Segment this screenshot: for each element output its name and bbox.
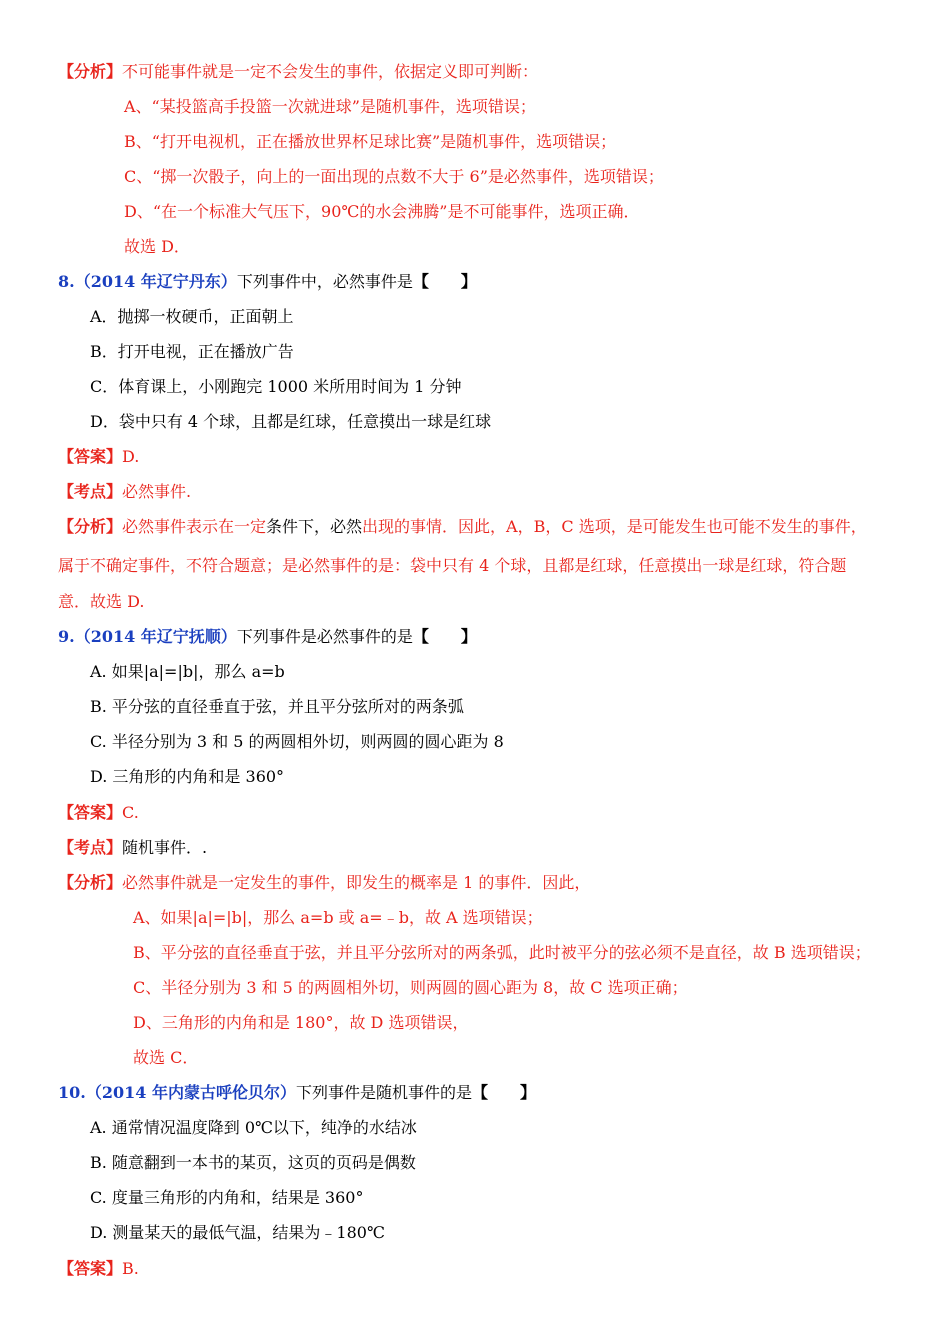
answer-value: C. [122, 803, 139, 822]
question-stem: 下列事件是随机事件的是 [295, 1083, 472, 1102]
analysis-item: B、“打开电视机，正在播放世界杯足球比赛”是随机事件，选项错误； [124, 132, 617, 151]
question-stem: 下列事件中，必然事件是 [236, 272, 413, 291]
question-number: 10. [58, 1083, 86, 1102]
analysis-text: 条件下，必然 [266, 517, 363, 536]
analysis-item: A、如果|a|=|b|，那么 a=b 或 a=﹣b，故 A 选项错误； [133, 908, 543, 927]
question-stem: 下列事件是必然事件的是 [236, 627, 413, 646]
answer-line [58, 803, 139, 823]
answer-bracket: 【 】 [412, 627, 477, 646]
point-label: 【考点】 [58, 838, 123, 857]
question-number: 8. [58, 272, 75, 291]
analysis-label: 【分析】 [58, 62, 123, 81]
analysis-line [58, 62, 538, 82]
answer-bracket: 【 】 [471, 1083, 536, 1102]
answer-line [58, 447, 139, 467]
option-d: D. 三角形的内角和是 360° [90, 767, 285, 786]
analysis-label: 【分析】 [58, 873, 123, 892]
answer-value: D. [122, 447, 140, 466]
point-value: 必然事件. [122, 482, 192, 501]
point-label: 【考点】 [58, 482, 123, 501]
question-10-header [58, 1083, 536, 1103]
point-value: 随机事件．. [122, 838, 208, 857]
question-8-header [58, 272, 477, 292]
answer-label: 【答案】 [58, 803, 123, 822]
option-b: B. 平分弦的直径垂直于弦，并且平分弦所对的两条弧 [90, 697, 464, 716]
question-source: （2014 年辽宁丹东） [74, 272, 237, 291]
analysis-continuation: 意．故选 D. [58, 592, 145, 611]
point-line [58, 838, 207, 858]
analysis-item: C、“掷一次骰子，向上的一面出现的点数不大于 6”是必然事件，选项错误； [124, 167, 664, 186]
analysis-text: 不可能事件就是一定不会发生的事件，依据定义即可判断： [122, 62, 539, 81]
analysis-continuation: 属于不确定事件，不符合题意；是必然事件的是：袋中只有 4 个球，且都是红球，任意摸出一球是红球，符合题 [58, 556, 847, 575]
analysis-item: A、“某投篮高手投篮一次就进球”是随机事件，选项错误； [124, 97, 536, 116]
option-a: A. 通常情况温度降到 0℃以下，纯净的水结冰 [90, 1118, 417, 1137]
option-c: C. 度量三角形的内角和，结果是 360° [90, 1188, 364, 1207]
answer-line [58, 1259, 139, 1279]
point-line [58, 482, 191, 502]
option-c: C．体育课上，小刚跑完 1000 米所用时间为 1 分钟 [90, 377, 462, 396]
question-source: （2014 年辽宁抚顺） [74, 627, 237, 646]
option-a: A. 如果|a|=|b|，那么 a=b [90, 662, 285, 681]
answer-label: 【答案】 [58, 1259, 123, 1278]
question-9-header [58, 627, 477, 647]
option-a: A．抛掷一枚硬币，正面朝上 [90, 307, 294, 326]
option-d: D. 测量某天的最低气温，结果为﹣180℃ [90, 1223, 385, 1242]
answer-bracket: 【 】 [412, 272, 477, 291]
analysis-item: B、平分弦的直径垂直于弦，并且平分弦所对的两条弧，此时被平分的弦必须不是直径，故 B 选项错误； [133, 943, 871, 962]
analysis-text: 必然事件就是一定发生的事件，即发生的概率是 1 的事件．因此， [122, 873, 591, 892]
option-c: C. 半径分别为 3 和 5 的两圆相外切，则两圆的圆心距为 8 [90, 732, 504, 751]
question-source: （2014 年内蒙古呼伦贝尔） [85, 1083, 296, 1102]
analysis-item: C、半径分别为 3 和 5 的两圆相外切，则两圆的圆心距为 8，故 C 选项正确； [133, 978, 688, 997]
analysis-text: 必然事件表示在一定 [122, 517, 267, 536]
answer-value: B. [122, 1259, 139, 1278]
analysis-line [58, 517, 867, 537]
answer-label: 【答案】 [58, 447, 123, 466]
option-b: B．打开电视，正在播放广告 [90, 342, 294, 361]
analysis-label: 【分析】 [58, 517, 123, 536]
analysis-text: 出现的事情．因此，A，B，C 选项，是可能发生也可能不发生的事件， [362, 517, 867, 536]
analysis-item: D、“在一个标准大气压下，90℃的水会沸腾”是不可能事件，选项正确． [124, 202, 640, 221]
analysis-conclusion: 故选 C． [133, 1048, 199, 1067]
option-b: B. 随意翻到一本书的某页，这页的页码是偶数 [90, 1153, 416, 1172]
option-d: D．袋中只有 4 个球，且都是红球，任意摸出一球是红球 [90, 412, 492, 431]
analysis-conclusion: 故选 D． [124, 237, 190, 256]
question-number: 9. [58, 627, 75, 646]
analysis-item: D、三角形的内角和是 180°，故 D 选项错误， [133, 1013, 469, 1032]
analysis-line [58, 873, 590, 893]
